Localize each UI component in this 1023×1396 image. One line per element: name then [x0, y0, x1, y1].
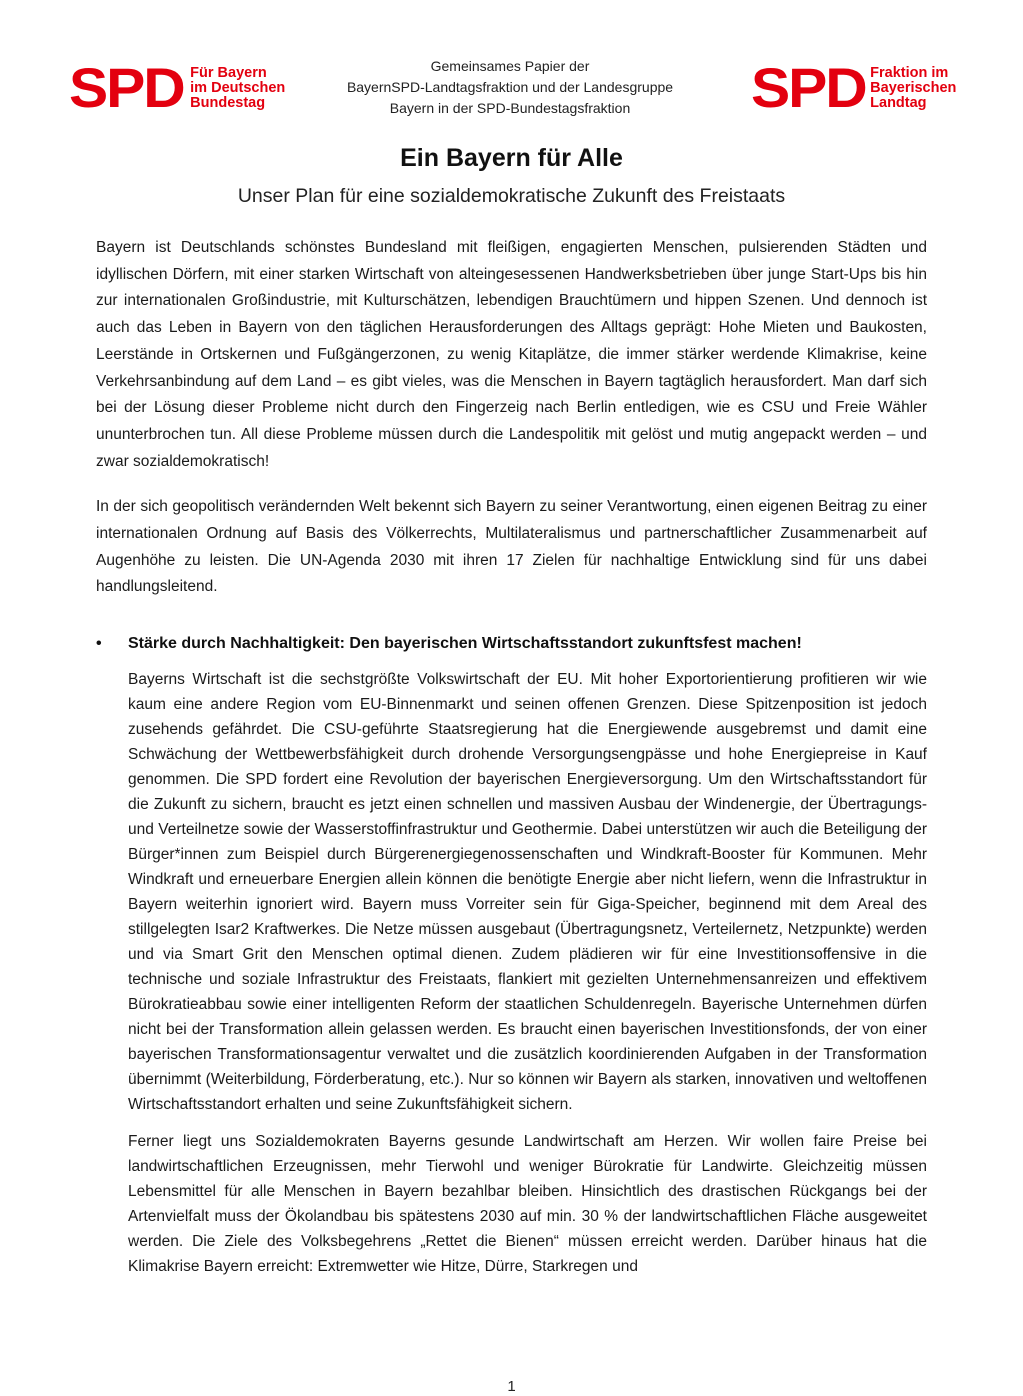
- page-number: 1: [507, 1378, 516, 1395]
- document-title: Ein Bayern für Alle: [400, 144, 623, 172]
- section-paragraph: Bayerns Wirtschaft ist die sechstgrößte Volkswirtschaft der EU. Mit hoher Exportorientierung profitieren wir wie kaum eine andere Region vom EU-Binnenmarkt und seinen offenen Grenzen. Diese Spitzenposition ist jedoch zusehends gefährdet. Die CSU-geführte Staatsregierung hat die Energiewende ausgebremst und damit eine Schwächung der Wettbewerbsfähigkeit durch drohende Versorgungsengpässe und hohe Energiepreise in Kauf genommen. Die SPD fordert eine Revolution der bayerischen Energieversorgung. Um den Wirtschaftsstandort für die Zukunft zu sichern, braucht es jetzt einen schnellen und massiven Ausbau der Windenergie, der Übertragungs- und Verteilnetze sowie der Wasserstoffinfrastruktur und Geothermie. Dabei unterstützen wir auch die Beteiligung der Bürger*innen zum Beispiel durch Bürgerenergiegenossenschaften und Windkraft-Booster für Kommunen. Mehr Windkraft und erneuerbare Energien allein können die benötigte Energie aber nicht liefern, wenn die Infrastruktur in Bayern weiterhin ignoriert wird. Bayern muss Vorreiter sein für Giga-Speicher, beginnend mit dem Areal des stillgelegten Isar2 Kraftwerkes. Die Netze müssen ausgebaut (Übertragungsnetz, Verteilernetz, Netzpunkte) werden und via Smart Grit den Menschen optimal dienen. Zudem plädieren wir für eine Investitionsoffensive in die technische und soziale Infrastruktur des Freistaats, flankiert mit gezielten Unternehmensanreizen und effektivem Bürokratieabbau sowie einer intelligenten Reform der staatlichen Schuldenregeln. Bayerische Unternehmen dürfen nicht bei der Transformation allein gelassen werden. Es braucht einen bayerischen Investitionsfonds, der von einer bayerischen Transformationsagentur verwaltet und die zusätzlich koordinierenden Aufgaben in der Transformation übernimmt (Weiterbildung, Förderberatung, etc.). Nur so können wir Bayern als starken, innovativen und weltoffenen Wirtschaftsstandort erhalten und seine Zukunftsfähigkeit sichern.: [128, 671, 927, 1114]
- document-subtitle: Unser Plan für eine sozialdemokratische Zukunft des Freistaats: [237, 185, 786, 207]
- spd-bundestag-logo: [69, 56, 286, 119]
- logo-caption: [870, 66, 956, 111]
- intro-paragraph: Bayern ist Deutschlands schönstes Bundesland mit fleißigen, engagierten Menschen, pulsierenden Städten und idyllischen Dörfern, mit einer starken Wirtschaft von alteingesessenen Handwerksbetrieben über junge Start-Ups bis hin zur internationalen Großindustrie, mit Kulturschätzen, lebendigen Brauchtümern und hippen Szenen. Und dennoch ist auch das Leben in Bayern von den täglichen Herausforderungen des Alltags geprägt: Hohe Mieten und Baukosten, Leerstände in Ortskernen und Fußgängerzonen, zu wenig Kitaplätze, die immer stärker werdende Klimakrise, keine Verkehrsanbindung auf dem Land – es gibt vieles, was die Menschen in Bayern tagtäglich herausfordert. Man darf sich bei der Lösung dieser Probleme nicht durch den Fingerzeig nach Berlin entledigen, wie es CSU und Freie Wähler ununterbrochen tun. All diese Probleme müssen durch die Landespolitik mit gelöst und mutig angepackt werden – und zwar sozialdemokratisch!: [96, 239, 927, 470]
- logo-caption-line: Bayerischen: [870, 79, 957, 96]
- logo-caption-line: im Deutschen: [190, 79, 286, 96]
- section-body: [96, 667, 927, 1279]
- bullet-icon: •: [96, 635, 102, 653]
- header-line: BayernSPD-Landtagsfraktion und der Landesgruppe: [346, 79, 674, 95]
- logo-caption-line: Fraktion im: [870, 64, 949, 81]
- document-body: [96, 235, 927, 1291]
- spd-wordmark: SPD: [751, 56, 866, 119]
- spd-wordmark: SPD: [69, 56, 184, 119]
- logo-caption: [190, 66, 285, 111]
- section-heading: [96, 631, 927, 657]
- intro-paragraph: In der sich geopolitisch verändernden Welt bekennt sich Bayern zu seiner Verantwortung, einen eigenen Beitrag zu einer internationalen Ordnung auf Basis des Völkerrechts, Multilateralismus und partnerschaftlicher Zusammenarbeit auf Augenhöhe zu leisten. Die UN-Agenda 2030 mit ihren 17 Zielen für nachhaltige Entwicklung sind für uns dabei handlungsleitend.: [96, 498, 927, 596]
- logo-caption-line: Landtag: [870, 94, 927, 111]
- section-heading-text: Stärke durch Nachhaltigkeit: Den bayerischen Wirtschaftsstandort zukunftsfest machen!: [128, 635, 802, 653]
- header-line: Bayern in der SPD-Bundestagsfraktion: [389, 100, 631, 116]
- logo-caption-line: Für Bayern: [190, 64, 267, 81]
- spd-landtag-logo: [751, 56, 957, 119]
- logo-caption-line: Bundestag: [190, 94, 266, 111]
- header-line: Gemeinsames Papier der: [430, 58, 590, 74]
- section-paragraph: Ferner liegt uns Sozialdemokraten Bayerns gesunde Landwirtschaft am Herzen. Wir wollen faire Preise bei landwirtschaftlichen Erzeugnissen, mehr Tierwohl und weniger Bürokratie für Landwirte. Gleichzeitig müssen Lebensmittel für alle Menschen in Bayern bezahlbar bleiben. Hinsichtlich des drastischen Rückgangs bei der Artenvielfalt muss der Ökolandbau bis spätestens 2030 auf min. 30 % der landwirtschaftlichen Fläche ausgeweitet werden. Die Ziele des Volksbegehrens „Rettet die Bienen“ müssen erreicht werden. Darüber hinaus hat die Klimakrise Bayern erreicht: Extremwetter wie Hitze, Dürre, Starkregen und: [128, 1133, 927, 1276]
- document-header: [330, 56, 690, 119]
